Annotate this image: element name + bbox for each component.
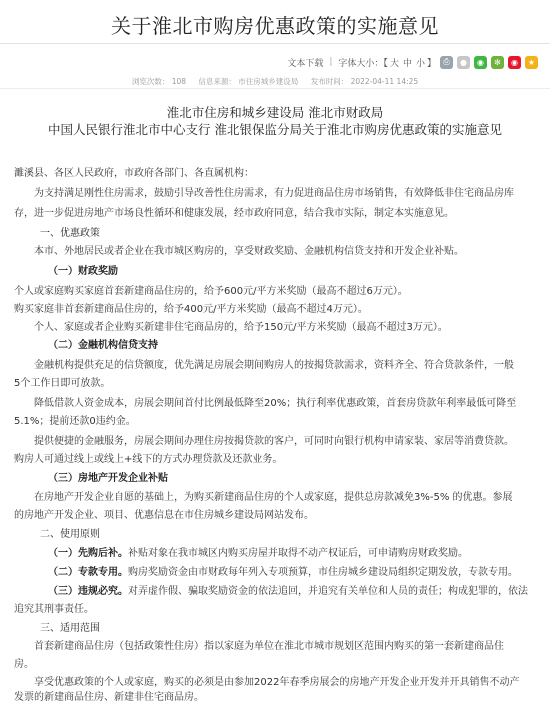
font-size-large-link[interactable]: 大 — [389, 58, 399, 69]
credit-p2-line2: 5.1%；提前还款0违约金。 — [14, 416, 136, 427]
rule3-line2: 追究其刑事责任。 — [14, 604, 94, 615]
text-download-link[interactable]: 文本下载 — [287, 58, 324, 69]
scope-p2-line1: 享受优惠政策的个人或家庭，购买的必须是由参加2022年春季房展会的房地产开发企业开发并开具销售不动产 — [34, 677, 520, 688]
rule1-text: 补贴对象在我市城区内购买房屋并取得不动产权证后，可申请购房财政奖励。 — [128, 548, 468, 559]
subsection-financial-reward: （一）财政奖励 — [48, 266, 118, 277]
wechat-icon[interactable]: ◉ — [474, 56, 487, 69]
section1-paragraph: 本市、外地居民或者企业在我市城区购房的，享受财政奖励、金融机构信贷支持和开发企业补贴。 — [34, 246, 464, 257]
rule3-head: （三）违规必究。 — [48, 586, 128, 597]
scope-p2-line2: 发票的新建商品住房、新建非住宅商品房。 — [14, 692, 204, 703]
article-title: 关于淮北市购房优惠政策的实施意见 — [111, 14, 439, 38]
section-heading-3: 三、适用范围 — [40, 623, 100, 634]
qzone-icon[interactable]: ★ — [525, 56, 538, 69]
font-size-small-link[interactable]: 小 — [415, 58, 425, 69]
info-source: 信息来源： 市住房城乡建设局 — [198, 77, 299, 86]
greeting: 濉溪县、各区人民政府，市政府各部门、各直属机构： — [14, 168, 254, 179]
rule1-head: （一）先购后补。 — [48, 548, 128, 559]
issuing-orgs-line2: 中国人民银行淮北市中心支行 淮北银保监分局关于淮北市购房优惠政策的实施意见 — [48, 122, 502, 137]
weibo-icon[interactable]: ◉ — [508, 56, 521, 69]
toolbar-separator: | — [329, 57, 333, 67]
rule3-text: 对弄虚作假、骗取奖励资金的依法追回，并追究有关单位和人员的责任；构成犯罪的，依法 — [128, 586, 528, 597]
credit-p3-line2: 购房人可通过线上或线上+线下的方式办理贷款及还款业务。 — [14, 454, 283, 465]
rule2-text: 购房奖励资金由市财政每年列入专项预算，市住房城乡建设局组织定期发放，专款专用。 — [128, 567, 518, 578]
title-divider — [0, 43, 550, 44]
rule-buy-then-subsidy — [48, 544, 468, 559]
issuing-orgs-line1: 淮北市住房和城乡建设局 淮北市财政局 — [166, 105, 384, 120]
font-size-medium-link[interactable]: 中 — [402, 58, 412, 69]
subsidy-line1: 在房地产开发企业自愿的基础上，为购买新建商品住房的个人或家庭，提供总房款减免3%-5% 的优惠。参展 — [34, 492, 513, 503]
reward-non-first-home: 购买家庭非首套新建商品住房的，给予400元/平方米奖励（最高不超过4万元）。 — [14, 304, 368, 315]
intro-line1: 为支持满足刚性住房需求，鼓励引导改善性住房需求，有力促进商品住房市场销售，有效降低非住宅商品房库 — [34, 188, 514, 199]
credit-p2-line1: 降低借款人资金成本，房展会期间首付比例最低降至20%；执行利率优惠政策，首套房贷款年利率最低可降至 — [34, 398, 517, 409]
article-toolbar — [287, 53, 538, 71]
scope-p1-line1: 首套新建商品住房（包括政策性住房）指以家庭为单位在淮北市城市规划区范围内购买的第一套新建商品住 — [34, 641, 504, 652]
font-size-label: 字体大小：【 — [338, 58, 388, 69]
publish-date: 发布时间： 2022-04-11 14:25 — [310, 77, 419, 86]
scope-p1-line2: 房。 — [14, 659, 34, 670]
meta-divider — [0, 88, 550, 89]
view-count: 浏览次数： 108 — [131, 77, 187, 86]
rule-violations — [48, 582, 528, 597]
intro-line2: 存，进一步促进房地产市场良性循环和健康发展，经市政府同意，结合我市实际，制定本实施意见。 — [14, 208, 454, 219]
section-heading-2: 二、使用原则 — [40, 529, 100, 540]
qq-icon[interactable]: ● — [457, 56, 470, 69]
article-meta — [0, 76, 550, 87]
font-size-close: 】 — [426, 58, 436, 69]
section-heading-1: 一、优惠政策 — [40, 228, 100, 239]
wechat-moments-icon[interactable]: ✼ — [491, 56, 504, 69]
credit-p3-line1: 提供便捷的金融服务，房展会期间办理住房按揭贷款的客户，可同时向银行机构申请家装、家居等消费贷款。 — [34, 436, 514, 447]
subsection-developer-subsidy: （三）房地产开发企业补贴 — [48, 473, 168, 484]
rule-earmarked-funds — [48, 563, 518, 578]
print-icon[interactable]: ⎙ — [440, 56, 453, 69]
reward-non-residential: 个人、家庭或者企业购买新建非住宅商品房的，给予150元/平方米奖励（最高不超过3万元）。 — [34, 322, 448, 333]
subsidy-line2: 的房地产开发企业、项目、优惠信息在市住房城乡建设局网站发布。 — [14, 510, 314, 521]
credit-p1-line1: 金融机构提供充足的信贷额度，优先满足房展会期间购房人的按揭贷款需求，资料齐全、符合贷款条件，一般 — [34, 360, 514, 371]
reward-first-home: 个人或家庭购买家庭首套新建商品住房的，给予600元/平方米奖励（最高不超过6万元）。 — [14, 286, 408, 297]
rule2-head: （二）专款专用。 — [48, 567, 128, 578]
subsection-credit-support: （二）金融机构信贷支持 — [48, 340, 158, 351]
credit-p1-line2: 5个工作日即可放款。 — [14, 378, 111, 389]
